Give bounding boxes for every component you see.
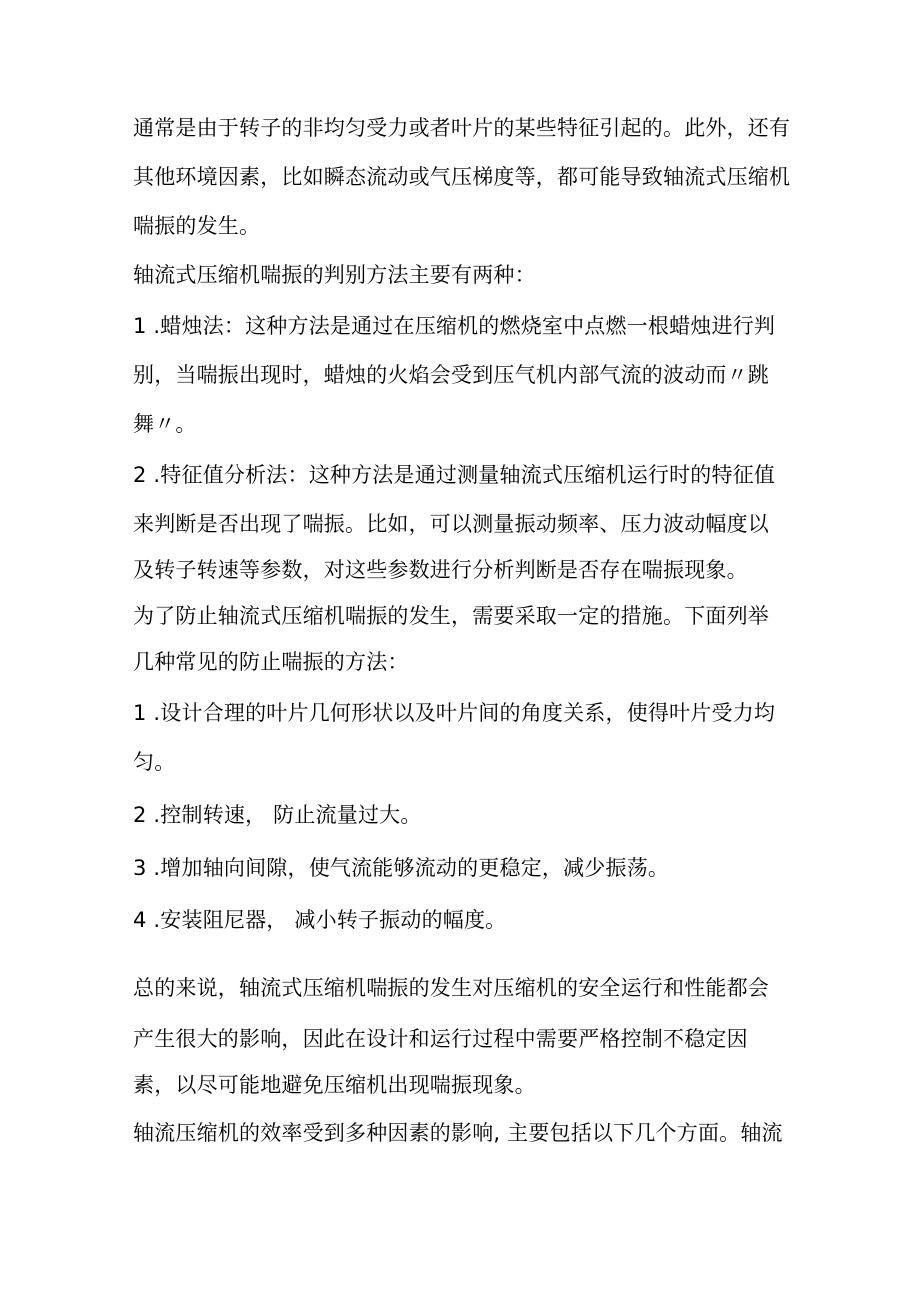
list-item-line: 2 .控制转速， 防止流量过大。 bbox=[133, 803, 422, 827]
list-item-line: 及转子转速等参数，对这些参数进行分析判断是否存在喘振现象。 bbox=[133, 558, 748, 582]
list-item-line: 2 .特征值分析法：这种方法是通过测量轴流式压缩机运行时的特征值 bbox=[133, 463, 776, 487]
paragraph-line: 总的来说，轴流式压缩机喘振的发生对压缩机的安全运行和性能都会 bbox=[133, 976, 769, 1000]
paragraph-line: 其他环境因素，比如瞬态流动或气压梯度等，都可能导致轴流式压缩机 bbox=[133, 165, 791, 189]
paragraph-line: 几种常见的防止喘振的方法： bbox=[133, 650, 409, 674]
list-item-line: 4 .安装阻尼器， 减小转子振动的幅度。 bbox=[133, 908, 507, 932]
list-item-line: 别，当喘振出现时，蜡烛的火焰会受到压气机内部气流的波动而〃跳 bbox=[133, 363, 769, 387]
list-item-line: 舞〃。 bbox=[133, 412, 197, 436]
list-item-line: 1 .设计合理的叶片几何形状以及叶片间的角度关系，使得叶片受力均 bbox=[133, 701, 776, 725]
list-item-line: 匀。 bbox=[133, 750, 176, 774]
paragraph-line: 为了防止轴流式压缩机喘振的发生，需要采取一定的措施。下面列举 bbox=[133, 604, 769, 628]
paragraph-line: 素，以尽可能地避免压缩机出现喘振现象。 bbox=[133, 1073, 536, 1097]
list-item-line: 来判断是否出现了喘振。比如，可以测量振动频率、压力波动幅度以 bbox=[133, 512, 769, 536]
paragraph-line: 轴流式压缩机喘振的判别方法主要有两种： bbox=[133, 263, 536, 287]
list-item-line: 1 .蜡烛法：这种方法是通过在压缩机的燃烧室中点燃一根蜡烛进行判 bbox=[133, 314, 776, 338]
paragraph-line: 产生很大的影响，因此在设计和运行过程中需要严格控制不稳定因 bbox=[133, 1027, 748, 1051]
list-item-line: 3 .增加轴向间隙，使气流能够流动的更稳定，减少振荡。 bbox=[133, 856, 670, 880]
paragraph-line: 喘振的发生。 bbox=[133, 214, 261, 238]
paragraph-line: 通常是由于转子的非均匀受力或者叶片的某些特征引起的。此外，还有 bbox=[133, 116, 791, 140]
paragraph-line: 轴流压缩机的效率受到多种因素的影响, 主要包括以下几个方面。轴流 bbox=[133, 1121, 783, 1145]
